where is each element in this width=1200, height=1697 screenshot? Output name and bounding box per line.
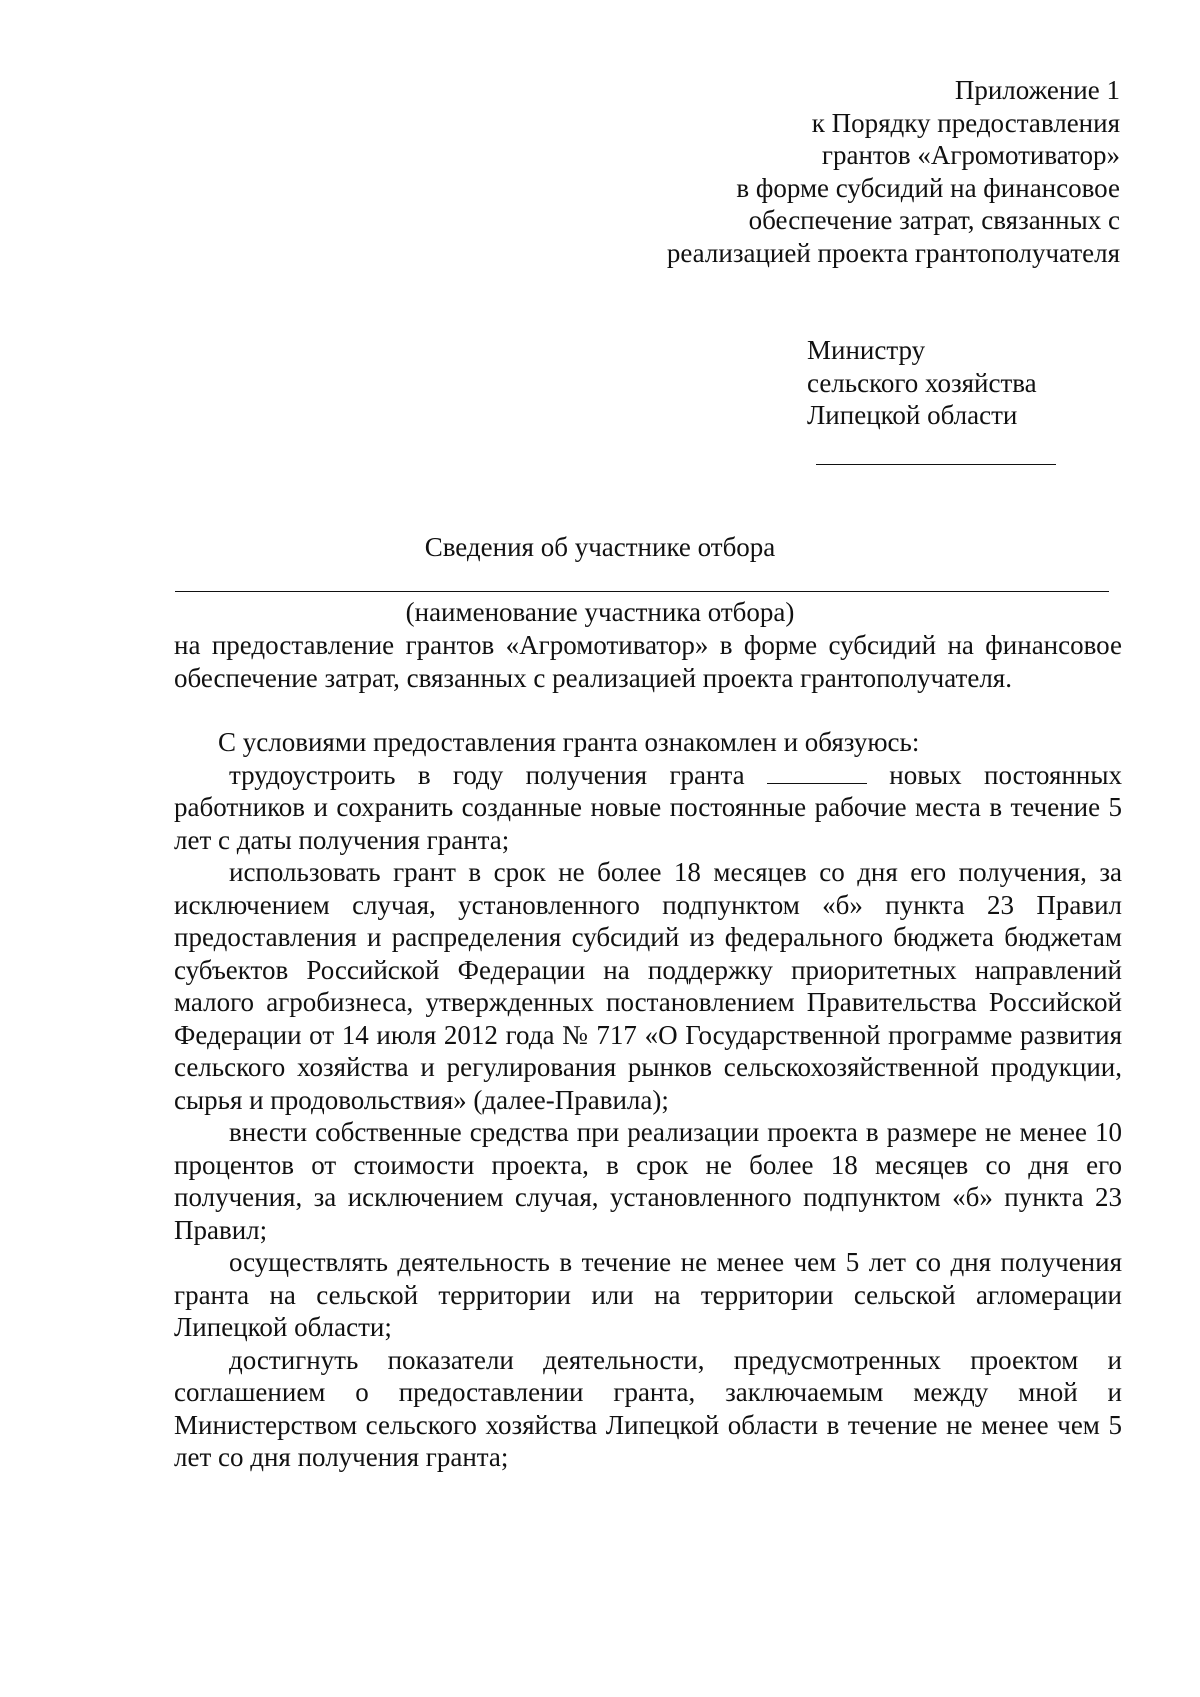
appendix-header	[560, 74, 1120, 269]
obligation-hire-text: трудоустроить в году получения гранта	[229, 759, 745, 790]
obligation-hire	[174, 759, 1122, 857]
obligation-activity: осуществлять деятельность в течение не менее чем 5 лет со дня получения гранта на сельской территории или на территории сельской агломерации Липецкой области;	[174, 1247, 1122, 1342]
document-title: Сведения об участнике отбора	[424, 532, 776, 562]
document-body	[174, 629, 1122, 1474]
addressee-block	[807, 334, 1127, 432]
appendix-line: обеспечение затрат, связанных с	[748, 205, 1120, 235]
addressee-line: Липецкой области	[807, 400, 1018, 430]
addressee-line: сельского хозяйства	[807, 367, 1037, 398]
workers-count-blank	[767, 761, 867, 784]
participant-name-caption: (наименование участника отбора)	[405, 597, 795, 627]
appendix-line: реализацией проекта грантополучателя	[666, 237, 1120, 268]
conditions-intro: С условиями предоставления гранта ознакомлен и обязуюсь:	[218, 727, 920, 757]
appendix-line: грантов «Агромотиватор»	[821, 140, 1120, 170]
appendix-line: в форме субсидий на финансовое	[736, 172, 1120, 203]
appendix-line: к Порядку предоставления	[811, 107, 1120, 138]
addressee-line: Министру	[807, 335, 926, 365]
obligation-use-grant: использовать грант в срок не более 18 месяцев со дня его получения, за исключением случая, установленного подпунктом «б» пункта 23 Правил предоставления и распределения субсидий из федерального бюджета бюджетам субъектов Российской Федерации на поддержку приоритетных направлений малого агробизнеса, утвержденных постановлением Правительства Российской Федерации от 14 июля 2012 года № 717 «О Государственной программе развития сельского хозяйства и регулирования рынков сельскохозяйственной продукции, сырья и продовольствия» (далее-Правила);	[174, 857, 1122, 1115]
obligation-own-funds: внести собственные средства при реализации проекта в размере не менее 10 процентов от стоимости проекта, в срок не более 18 месяцев со дня его получения, за исключением случая, установленного подпунктом «б» пункта 23 Правил;	[174, 1117, 1122, 1245]
appendix-line: Приложение 1	[954, 75, 1120, 105]
obligation-hire-text-cont: новых постоянных работников и сохранить созданные новые постоянные рабочие места в течение 5 лет с даты получения гранта;	[174, 759, 1122, 855]
intro-paragraph: на предоставление грантов «Агромотиватор» в форме субсидий на финансовое обеспечение затрат, связанных с реализацией проекта грантополучателя.	[174, 630, 1122, 693]
obligation-indicators: достигнуть показатели деятельности, предусмотренных проектом и соглашением о предоставлении гранта, заключаемым между мной и Министерством сельского хозяйства Липецкой области в течение не менее чем 5 лет со дня получения гранта;	[174, 1344, 1122, 1472]
participant-name-line	[175, 591, 1109, 592]
sender-signature-line	[816, 464, 1056, 465]
